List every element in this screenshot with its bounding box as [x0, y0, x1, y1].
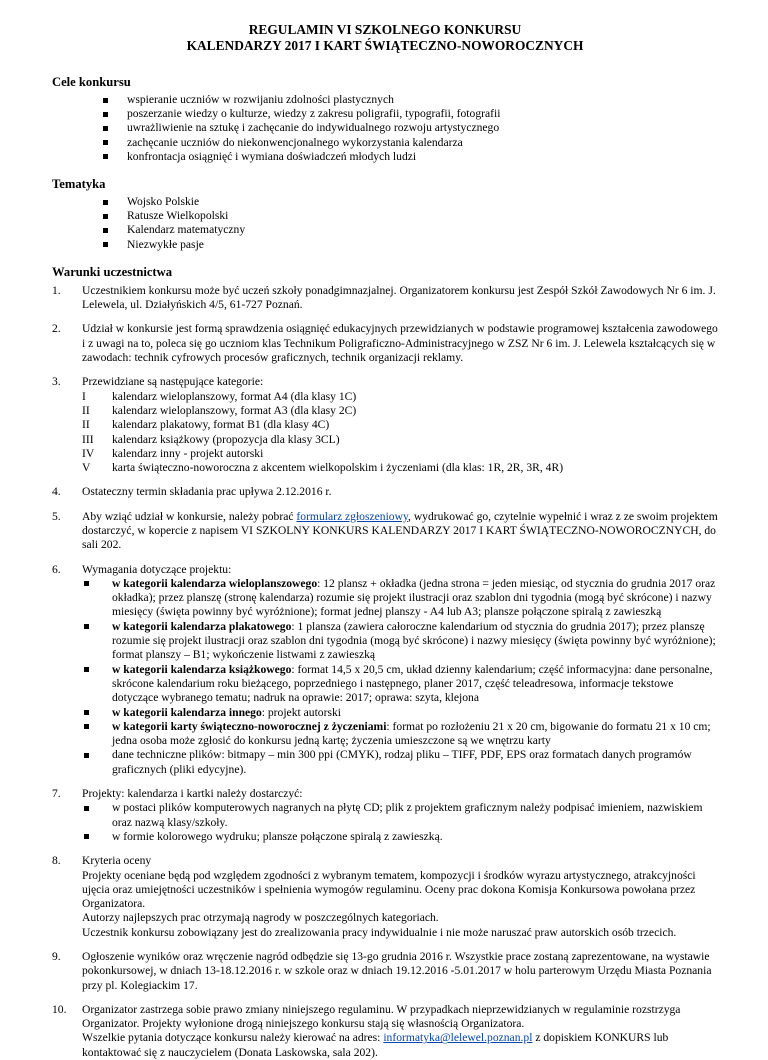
item-text: Autorzy najlepszych prac otrzymają nagrody w poszczególnych kategoriach.	[82, 911, 439, 925]
registration-form-link[interactable]: formularz zgłoszeniowy	[296, 509, 409, 523]
item-text: Organizator zastrzega sobie prawo zmiany niniejszego regulaminu. W przypadkach nieprzewidzianych w regulaminie rozstrzyga Organizator. Projekty wyłonione drogą niniejszego konkursu stają się własnością Organizatora.	[82, 1002, 681, 1031]
category-item	[82, 404, 718, 418]
item-text: Ostateczny termin składania prac upływa 2.12.2016 r.	[82, 485, 332, 499]
item-text: Uczestnik konkursu zobowiązany jest do zrealizowania pracy indywidualnie i nie może naruszać praw autorskich osób trzecich.	[82, 925, 677, 939]
item-text: , wydrukować go, czytelnie wypełnić i wraz z ze swoim projektem dostarczyć, w kopercie z napisem VI SZKOLNY KONKURS KALENDARZY 2017 I KART ŚWIĄTECZNO-NOWOROCZNYCH, do sali 202.	[82, 509, 718, 552]
item-number: 5.	[52, 509, 61, 523]
list-item: konfrontacja osiągnięć i wymiana doświadczeń młodych ludzi	[100, 150, 718, 164]
category-label: w kategorii kalendarza innego	[112, 705, 262, 719]
item-number: 1.	[52, 283, 61, 297]
category-label: w kategorii karty świąteczno-noworocznej z życzeniami	[112, 719, 387, 733]
roman-numeral: V	[82, 461, 91, 475]
item-text: : format 14,5 x 20,5 cm, układ dzienny kalendarium; część informacyjna: dane personalne, skrócone kalendarium roku bieżącego, poprzedniego i następnego, planer 2017, część teleadresowa, informacje tekstowe dotyczące wybranego tematu; nadruk na oprawie: 2017; oprawa: szyta, klejona	[112, 662, 713, 705]
section-heading-cele: Cele konkursu	[52, 75, 131, 89]
list-item	[82, 663, 718, 706]
list-item	[82, 720, 718, 749]
list-item: zachęcanie uczniów do niekonwencjonalnego wykorzystania kalendarza	[100, 136, 718, 150]
category-text: karta świąteczno-noworoczna z akcentem wielkopolskim i życzeniami (dla klas: 1R, 2R, 3R, 4R)	[112, 461, 564, 475]
category-text: kalendarz książkowy (propozycja dla klasy 3CL)	[112, 432, 340, 446]
item-text: Projekty oceniane będą pod względem zgodności z wybranym tematem, kompozycji i środków wyrazu artystycznego, atrakcyjności ujęcia oraz umiejętności uczestników i spełnienia wymogów regulaminu. Oceny prac dokona Komisja Konkursowa powołana przez Organizatora.	[82, 868, 696, 911]
item-number: 6.	[52, 562, 61, 576]
numbered-item	[52, 485, 718, 499]
category-item	[82, 418, 718, 432]
list-item	[82, 706, 718, 720]
contact-text: z dopiskiem KONKURS lub kontaktować się z nauczycielem (Donata Laskowska, sala 202).	[82, 1031, 669, 1059]
roman-numeral: III	[82, 432, 94, 446]
item-number: 7.	[52, 787, 61, 801]
contact-text: Wszelkie pytania dotyczące konkursu należy kierować na adres:	[82, 1031, 384, 1045]
numbered-item	[52, 510, 718, 553]
list-item: Ratusze Wielkopolski	[100, 209, 718, 223]
category-item	[82, 461, 718, 475]
list-item	[82, 620, 718, 663]
list-item: Kalendarz matematyczny	[100, 223, 718, 237]
item-text: Przewidziane są następujące kategorie:	[82, 375, 264, 389]
list-item: Niezwykłe pasje	[100, 238, 718, 252]
item-text	[82, 1031, 718, 1060]
category-text: kalendarz inny - projekt autorski	[112, 446, 264, 460]
delivery-list	[82, 801, 718, 844]
category-label: w kategorii kalendarza plakatowego	[112, 619, 292, 633]
list-item	[82, 577, 718, 620]
category-item	[82, 433, 718, 447]
category-label: w kategorii kalendarza wieloplanszowego	[112, 576, 318, 590]
title-line-2: KALENDARZY 2017 I KART ŚWIĄTECZNO-NOWOROCZNYCH	[186, 38, 584, 53]
requirements-list	[82, 577, 718, 777]
item-number: 4.	[52, 485, 61, 499]
item-number: 2.	[52, 322, 61, 336]
list-item: wspieranie uczniów w rozwijaniu zdolności plastycznych	[100, 93, 718, 107]
list-item: w formie kolorowego wydruku; plansze połączone spiralą z zawieszką.	[82, 830, 718, 844]
numbered-item	[52, 950, 718, 993]
item-text: Kryteria oceny	[82, 854, 152, 868]
item-text: dane techniczne plików: bitmapy – min 300 ppi (CMYK), rodzaj pliku – TIFF, PDF, EPS oraz formatach danych programów graficznych (pliki edycyjne).	[112, 748, 692, 776]
numbered-item	[52, 322, 718, 365]
category-item	[82, 447, 718, 461]
numbered-item	[52, 375, 718, 475]
numbered-item	[52, 787, 718, 844]
item-text: Aby wziąć udział w konkursie, należy pobrać	[82, 509, 297, 523]
numbered-item	[52, 1003, 718, 1060]
category-text: kalendarz plakatowy, format B1 (dla klasy 4C)	[112, 418, 330, 432]
list-item: uwrażliwienie na sztukę i zachęcanie do indywidualnego rozwoju artystycznego	[100, 121, 718, 135]
item-text: Ogłoszenie wyników oraz wręczenie nagród odbędzie się 13-go grudnia 2016 r. Wszystkie prace zostaną zaprezentowane, na wystawie pokonkursowej, w dniach 13-18.12.2016 r. w szkole oraz w dniach 19.12.2016 -5.01.2017 w holu parterowym Urzędu Miasta Poznania przy pl. Kolegiackim 17.	[82, 950, 712, 992]
list-item: w postaci plików komputerowych nagranych na płytę CD; plik z projektem graficznym należy podpisać imieniem, nazwiskiem oraz nazwą klasy/szkoły.	[82, 801, 718, 830]
email-link[interactable]: informatyka@lelewel.poznan.pl	[383, 1031, 533, 1045]
item-text: Projekty: kalendarza i kartki należy dostarczyć:	[82, 787, 303, 801]
list-item: poszerzanie wiedzy o kulturze, wiedzy z zakresu poligrafii, typografii, fotografii	[100, 107, 718, 121]
roman-numeral: IV	[82, 446, 95, 460]
item-text: : projekt autorski	[261, 705, 341, 719]
category-list	[82, 390, 718, 476]
item-text: : format po rozłożeniu 21 x 20 cm, bigowanie do formatu 21 x 10 cm; jedna osoba może zgłosić do konkursu jedną kartę; życzenia umieszczone są we wnętrzu karty	[112, 719, 711, 748]
roman-numeral: II	[82, 418, 90, 432]
numbered-item	[52, 563, 718, 777]
numbered-item	[52, 854, 718, 940]
tematyka-list	[52, 195, 718, 252]
list-item	[82, 748, 718, 777]
list-item: Wojsko Polskie	[100, 195, 718, 209]
category-text: kalendarz wieloplanszowy, format A3 (dla klasy 2C)	[112, 403, 357, 417]
cele-list	[52, 93, 718, 164]
roman-numeral: I	[82, 389, 86, 403]
item-text: Udział w konkursie jest formą sprawdzenia osiągnięć edukacyjnych przewidzianych w podstawie programowej kształcenia zawodowego i z uwagi na to, poleca się go uczniom klas Technikum Poligraficzno-Administracyjnego w ZSZ Nr 6 im. J. Lelewela kształcących się w zawodach: technik cyfrowych procesów graficznych, technik organizacji reklamy.	[82, 322, 718, 365]
item-number: 3.	[52, 375, 61, 389]
roman-numeral: II	[82, 403, 90, 417]
item-text: : 1 plansza (zawiera całoroczne kalendarium od stycznia do grudnia 2017); przez planszę rozumie się projekt ilustracji oraz szablon dni tygodnia (mogą być skrócone) i nazwy miesięcy (święta powinny być wyróżnione); format planszy – B1; wykończenie listwami z zawieszką	[112, 619, 716, 662]
category-item	[82, 390, 718, 404]
title-line-1: REGULAMIN VI SZKOLNEGO KONKURSU	[248, 22, 522, 37]
item-number: 9.	[52, 950, 61, 963]
numbered-item	[52, 284, 718, 313]
item-text: Uczestnikiem konkursu może być uczeń szkoły ponadgimnazjalnej. Organizatorem konkursu jest Zespół Szkół Zawodowych Nr 6 im. J. Lelewela, ul. Działyńskich 4/5, 61-727 Poznań.	[82, 283, 716, 312]
item-number: 10.	[52, 1002, 67, 1016]
item-text: Wymagania dotyczące projektu:	[82, 562, 232, 576]
section-heading-warunki: Warunki uczestnictwa	[52, 264, 172, 279]
section-heading-tematyka: Tematyka	[52, 177, 106, 192]
document-title	[52, 22, 718, 54]
category-label: w kategorii kalendarza książkowego	[112, 662, 292, 676]
warunki-list	[52, 284, 718, 1060]
item-number: 8.	[52, 854, 61, 868]
category-text: kalendarz wieloplanszowy, format A4 (dla klasy 1C)	[112, 389, 357, 403]
item-text: : 12 plansz + okładka (jedna strona = jeden miesiąc, od stycznia do grudnia 2017 oraz okładka); przez planszę (stronę kalendarza) rozumie się projekt ilustracji oraz szablon dni tygodnia (mogą być skrócone) i nazwy miesięcy (święta powinny być wyróżnione); format jednej planszy - A4 lub A3; plansze połączone spiralą z zawieszką	[112, 576, 716, 619]
